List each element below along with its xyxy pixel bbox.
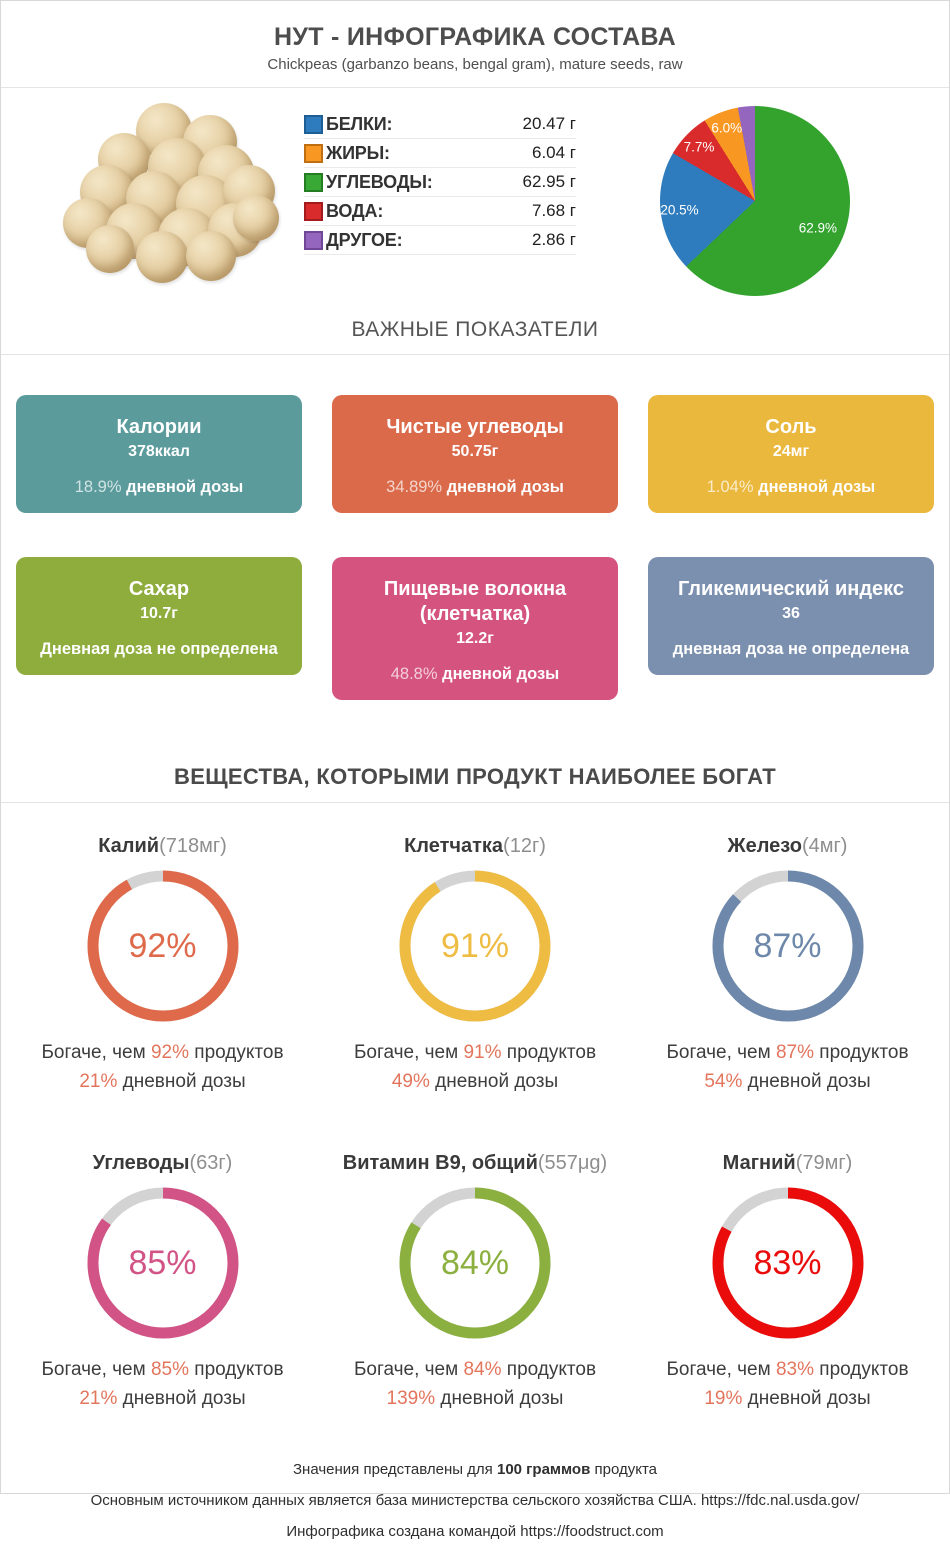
text: продукта (590, 1461, 657, 1478)
serving-size: 100 граммов (497, 1461, 590, 1478)
richer-than-text (11, 1356, 314, 1385)
richer-than-text (636, 1356, 939, 1385)
nutrient-rings-row-2 (1, 1152, 949, 1413)
daily-pct: 21% (79, 1071, 117, 1092)
richer-than-text (636, 1039, 939, 1068)
richer-than-text (11, 1039, 314, 1068)
divider (1, 802, 949, 803)
ring-name: Клетчатка (404, 835, 503, 857)
ring-texts (636, 1039, 939, 1096)
legend-value: 62.95 г (523, 172, 576, 192)
ring-amount: (557μg) (538, 1152, 607, 1174)
ring-name: Железо (728, 835, 802, 857)
ring-name: Углеводы (93, 1152, 190, 1174)
text: дневной дозы (117, 1071, 245, 1092)
legend-label: ДРУГОЕ: (326, 230, 402, 251)
text: Богаче, чем (666, 1359, 776, 1380)
ring-name: Магний (723, 1152, 796, 1174)
daily-dose-text (636, 1068, 939, 1097)
card-value: 50.75г (348, 443, 602, 461)
ring-percent: 84% (441, 1246, 509, 1280)
text: Основным источником данных является база министерства сельского хозяйства США. (91, 1492, 701, 1509)
text: продуктов (189, 1042, 284, 1063)
usda-link[interactable]: https://fdc.nal.usda.gov/ (701, 1492, 859, 1509)
ring-chart (708, 1183, 868, 1343)
nutrient-ring-vitamin-b9 (324, 1152, 627, 1413)
ring-percent: 92% (128, 929, 196, 963)
chickpeas-image (58, 103, 293, 268)
chickpea (186, 231, 236, 281)
page-title: НУТ - ИНФОГРАФИКА СОСТАВА (1, 23, 949, 52)
daily-dose-text (636, 1385, 939, 1414)
card-daily (32, 640, 286, 659)
text: Богаче, чем (41, 1359, 151, 1380)
ring-label (324, 835, 627, 858)
card-daily-pct: 18.9% (75, 478, 122, 496)
ring-amount: (4мг) (802, 835, 848, 857)
chickpea (233, 195, 279, 241)
daily-dose-text (11, 1068, 314, 1097)
section-title-richest: ВЕЩЕСТВА, КОТОРЫМИ ПРОДУКТ НАИБОЛЕЕ БОГАТ (1, 764, 949, 790)
daily-pct: 19% (704, 1388, 742, 1409)
legend-label: БЕЛКИ: (326, 114, 392, 135)
pie-slice-label: 6.0% (711, 121, 742, 136)
text: продуктов (189, 1359, 284, 1380)
ring-chart (83, 1183, 243, 1343)
card-daily-pct: 48.8% (391, 665, 438, 683)
ring-texts (324, 1039, 627, 1096)
card-title: Сахар (32, 577, 286, 602)
card-title: Соль (664, 415, 918, 440)
card-daily (348, 665, 602, 684)
nutrient-rings-row-1 (1, 835, 949, 1096)
card-calories (16, 395, 302, 513)
legend-value: 6.04 г (532, 143, 576, 163)
daily-pct: 54% (704, 1071, 742, 1092)
composition-pie (660, 106, 850, 296)
fat-swatch (304, 144, 323, 163)
card-daily-text: дневной дозы (122, 478, 244, 496)
card-title: Пищевые волокна (клетчатка) (348, 577, 602, 627)
text: продуктов (502, 1359, 597, 1380)
water-swatch (304, 202, 323, 221)
text: продуктов (814, 1359, 909, 1380)
pie-slice-label: 20.5% (660, 202, 698, 217)
daily-dose-text (324, 1385, 627, 1414)
divider (1, 354, 949, 355)
footer-source-note (1, 1486, 949, 1517)
daily-pct: 49% (392, 1071, 430, 1092)
daily-pct: 21% (79, 1388, 117, 1409)
nutrient-ring-iron (636, 835, 939, 1096)
ring-chart (395, 1183, 555, 1343)
legend-value: 2.86 г (532, 230, 576, 250)
ring-chart (708, 866, 868, 1026)
ring-texts (636, 1356, 939, 1413)
richer-pct: 84% (463, 1359, 501, 1380)
card-daily-pct: 1.04% (707, 478, 754, 496)
legend-label: УГЛЕВОДЫ: (326, 172, 433, 193)
chickpea (136, 231, 188, 283)
page-subtitle: Chickpeas (garbanzo beans, bengal gram), mature seeds, raw (1, 56, 949, 73)
legend-label: ВОДА: (326, 201, 383, 222)
carbs-swatch (304, 173, 323, 192)
ring-texts (11, 1039, 314, 1096)
macronutrients-legend (304, 110, 576, 255)
card-value: 378ккал (32, 443, 286, 461)
ring-chart (83, 866, 243, 1026)
ring-percent: 87% (753, 929, 821, 963)
text: продуктов (814, 1042, 909, 1063)
footer (1, 1455, 949, 1547)
card-title: Чистые углеводы (348, 415, 602, 440)
nutrient-ring-magnesium (636, 1152, 939, 1413)
richer-than-text (324, 1356, 627, 1385)
ring-amount: (718мг) (159, 835, 227, 857)
ring-name: Витамин B9, общий (343, 1152, 538, 1174)
ring-amount: (63г) (189, 1152, 232, 1174)
section-title-indicators: ВАЖНЫЕ ПОКАЗАТЕЛИ (1, 318, 949, 342)
card-glycemic-index (648, 557, 934, 675)
card-title: Калории (32, 415, 286, 440)
card-fiber (332, 557, 618, 700)
footer-credit-note (1, 1517, 949, 1547)
daily-dose-text (324, 1068, 627, 1097)
ring-texts (324, 1356, 627, 1413)
richer-than-text (324, 1039, 627, 1068)
text: дневной дозы (435, 1388, 563, 1409)
other-swatch (304, 231, 323, 250)
ring-name: Калий (98, 835, 159, 857)
ring-label (11, 835, 314, 858)
card-daily-text: дневная доза не определена (673, 640, 909, 658)
ring-label (636, 835, 939, 858)
legend-row-carbs (304, 168, 576, 197)
pie-slice-label: 62.9% (799, 220, 837, 235)
indicator-cards-row-2 (1, 557, 949, 700)
legend-label: ЖИРЫ: (326, 143, 390, 164)
card-sugar (16, 557, 302, 675)
legend-value: 20.47 г (523, 114, 576, 134)
ring-percent: 83% (753, 1246, 821, 1280)
text: дневной дозы (430, 1071, 558, 1092)
richer-pct: 85% (151, 1359, 189, 1380)
text: Богаче, чем (354, 1359, 464, 1380)
nutrient-ring-fiber (324, 835, 627, 1096)
ring-label (11, 1152, 314, 1175)
richer-pct: 87% (776, 1042, 814, 1063)
legend-row-fat (304, 139, 576, 168)
card-value: 12.2г (348, 630, 602, 648)
card-value: 24мг (664, 443, 918, 461)
text: дневной дозы (742, 1071, 870, 1092)
richer-pct: 91% (463, 1042, 501, 1063)
daily-pct: 139% (387, 1388, 436, 1409)
card-salt (648, 395, 934, 513)
text: Богаче, чем (354, 1042, 464, 1063)
chickpea (86, 225, 134, 273)
foodstruct-link[interactable]: https://foodstruct.com (520, 1523, 663, 1540)
ring-chart (395, 866, 555, 1026)
card-title: Гликемический индекс (664, 577, 918, 602)
richer-pct: 92% (151, 1042, 189, 1063)
pie-slice-label: 7.7% (684, 139, 715, 154)
ring-amount: (79мг) (796, 1152, 853, 1174)
card-value: 36 (664, 605, 918, 623)
card-daily-text: Дневная доза не определена (40, 640, 278, 658)
richer-pct: 83% (776, 1359, 814, 1380)
ring-amount: (12г) (503, 835, 546, 857)
footer-serving-note (1, 1455, 949, 1486)
text: продуктов (502, 1042, 597, 1063)
card-daily-text: дневной дозы (438, 665, 560, 683)
ring-percent: 85% (128, 1246, 196, 1280)
legend-row-other (304, 226, 576, 255)
card-net-carbs (332, 395, 618, 513)
text: дневной дозы (117, 1388, 245, 1409)
card-daily (664, 478, 918, 497)
nutrient-ring-potassium (11, 835, 314, 1096)
card-daily-text: дневной дозы (442, 478, 564, 496)
protein-swatch (304, 115, 323, 134)
legend-row-water (304, 197, 576, 226)
card-daily-text: дневной дозы (754, 478, 876, 496)
card-daily (348, 478, 602, 497)
card-daily (32, 478, 286, 497)
daily-dose-text (11, 1385, 314, 1414)
ring-label (324, 1152, 627, 1175)
text: Инфографика создана командой (286, 1523, 520, 1540)
nutrient-ring-carbs (11, 1152, 314, 1413)
indicator-cards-row-1 (1, 395, 949, 513)
ring-texts (11, 1356, 314, 1413)
ring-percent: 91% (441, 929, 509, 963)
ring-label (636, 1152, 939, 1175)
text: Значения представлены для (293, 1461, 497, 1478)
text: Богаче, чем (666, 1042, 776, 1063)
legend-row-protein (304, 110, 576, 139)
text: Богаче, чем (41, 1042, 151, 1063)
card-daily-pct: 34.89% (386, 478, 442, 496)
card-daily (664, 640, 918, 659)
legend-value: 7.68 г (532, 201, 576, 221)
composition-section (1, 88, 949, 302)
text: дневной дозы (742, 1388, 870, 1409)
card-value: 10.7г (32, 605, 286, 623)
